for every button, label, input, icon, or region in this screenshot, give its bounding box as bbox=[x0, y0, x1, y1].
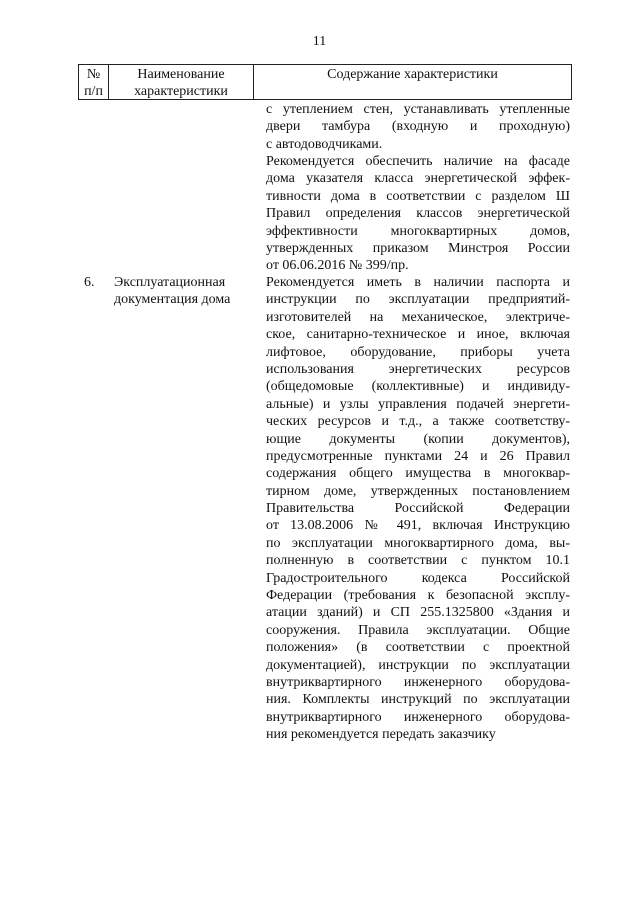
header-name bbox=[109, 65, 254, 99]
table-header bbox=[78, 64, 572, 100]
text-line: сооружения. Правила эксплуатации. Общие bbox=[266, 622, 570, 638]
text-line: документацией), инструкции по эксплуатации bbox=[266, 657, 570, 673]
header-content-line: Содержание характеристики bbox=[327, 67, 498, 82]
text-line: положения» (в соответствии с проектной bbox=[266, 640, 570, 656]
header-num-line: № bbox=[86, 67, 101, 82]
text-line: с утеплением стен, устанавливать утепленные bbox=[266, 102, 570, 117]
page-number: 11 bbox=[312, 34, 327, 49]
text-line: ющие документы (копии документов), bbox=[266, 431, 570, 447]
text-line: лифтовое, оборудование, приборы учета bbox=[266, 344, 570, 360]
text-line: ния рекомендуется передать заказчику bbox=[266, 727, 496, 743]
header-content bbox=[254, 65, 571, 99]
text-line: предусмотренные пунктами 24 и 26 Правил bbox=[266, 448, 570, 464]
text-line: по эксплуатации многоквартирного дома, вы- bbox=[266, 535, 570, 551]
text-line: инструкции по эксплуатации предприятий- bbox=[266, 292, 570, 308]
text-line: от 06.06.2016 № 399/пр. bbox=[266, 258, 409, 274]
text-line: тивности дома в соответствии с разделом Ш bbox=[266, 188, 570, 204]
text-line: содержания общего имущества в многоквар- bbox=[266, 466, 570, 482]
row-6-content bbox=[266, 274, 570, 744]
text-line: двери тамбура (входную и проходную) bbox=[266, 119, 570, 135]
row-6-name-line: документация дома bbox=[114, 292, 231, 307]
text-line: с автодоводчиками. bbox=[266, 136, 383, 152]
text-line: изготовителей на механическое, электриче- bbox=[266, 309, 570, 325]
header-num bbox=[79, 65, 109, 99]
header-num-line: п/п bbox=[84, 84, 103, 99]
text-line: утвержденных приказом Минстроя России bbox=[266, 240, 570, 256]
continued-block-1 bbox=[266, 101, 570, 153]
text-line: ния. Комплекты инструкций по эксплуатации bbox=[266, 692, 570, 708]
text-line: Правил определения классов энергетической bbox=[266, 206, 570, 222]
header-name-line: Наименование bbox=[137, 67, 225, 82]
text-line: Градостроительного кодекса Российской bbox=[266, 570, 570, 586]
continued-block-2 bbox=[266, 153, 570, 275]
text-line: Рекомендуется обеспечить наличие на фасаде bbox=[266, 154, 570, 169]
text-line: использования энергетических ресурсов bbox=[266, 361, 570, 377]
text-line: внутриквартирного инженерного оборудова- bbox=[266, 674, 570, 690]
text-line: тирном доме, утвержденных постановлением bbox=[266, 483, 570, 499]
text-line: от 13.08.2006 № 491, включая Инструкцию bbox=[266, 518, 570, 534]
text-line: Федерации (требования к безопасной эксплу- bbox=[266, 588, 570, 604]
text-line: альные) и узлы управления подачей энергети- bbox=[266, 396, 570, 412]
text-line: эффективности многоквартирных домов, bbox=[266, 223, 570, 239]
row-6-number: 6. bbox=[84, 275, 95, 290]
text-line: ческих ресурсов и т.д., а также соответству- bbox=[266, 414, 570, 430]
text-line: атации зданий) и СП 255.1325800 «Здания и bbox=[266, 605, 570, 621]
header-name-line: характеристики bbox=[134, 84, 228, 99]
text-line: (общедомовые (коллективные) и индивиду- bbox=[266, 379, 570, 395]
row-6-name-line: Эксплуатационная bbox=[114, 275, 226, 290]
text-line: ское, санитарно-техническое и иное, включая bbox=[266, 327, 570, 343]
row-6-name bbox=[114, 274, 256, 308]
text-line: Правительства Российской Федерации bbox=[266, 501, 570, 517]
text-line: Рекомендуется иметь в наличии паспорта и bbox=[266, 275, 570, 290]
text-line: внутриквартирного инженерного оборудова- bbox=[266, 709, 570, 725]
text-line: полненную в соответствии с пунктом 10.1 bbox=[266, 553, 570, 569]
text-line: дома указателя класса энергетической эффек- bbox=[266, 171, 570, 187]
